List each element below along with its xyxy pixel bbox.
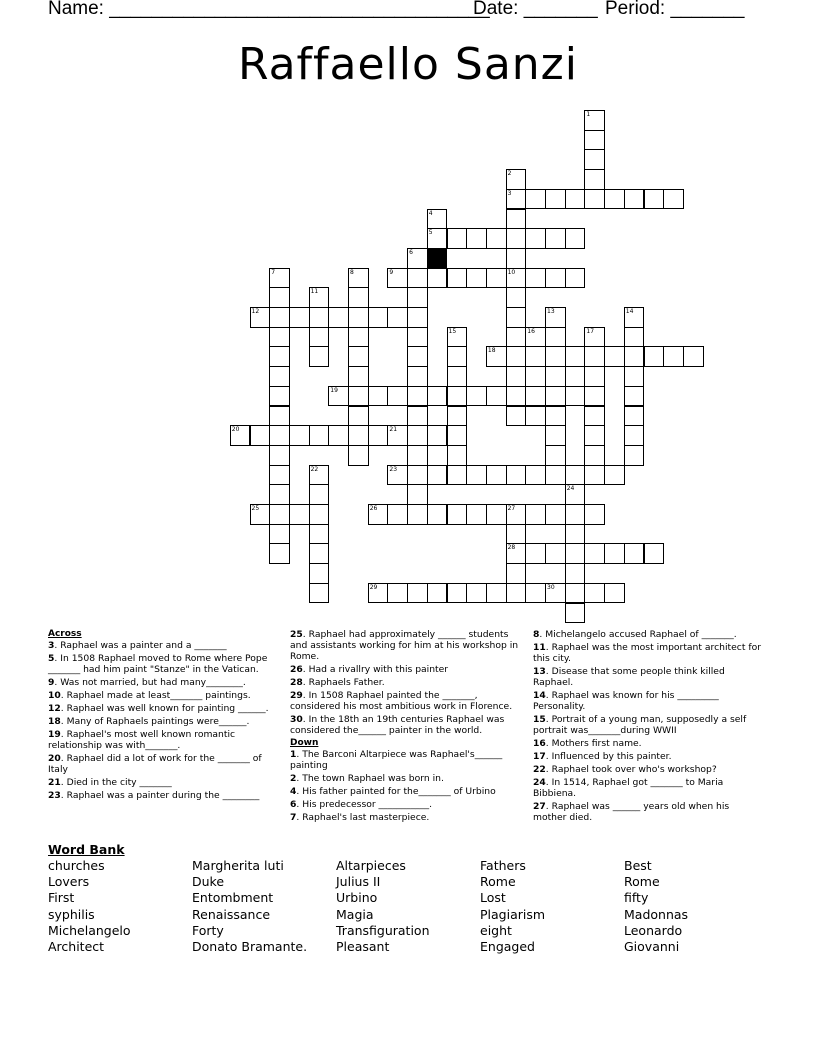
clue-number: 11 <box>310 288 319 296</box>
word-bank-word: Lovers <box>48 874 90 890</box>
grid-cell[interactable] <box>466 504 487 525</box>
clue-4-down: 4. His father painted for the_______ of Urbino <box>290 786 496 797</box>
grid-cell[interactable] <box>368 307 389 328</box>
grid-cell[interactable] <box>328 307 349 328</box>
word-bank-column <box>336 858 430 955</box>
word-bank-word: eight <box>480 922 512 938</box>
grid-cell[interactable] <box>604 583 625 604</box>
word-bank-word: Duke <box>192 874 225 890</box>
clue-8-down: 8. Michelangelo accused Raphael of _______. <box>533 629 737 640</box>
word-bank-word: Altarpieces <box>336 858 406 873</box>
word-bank-word: fifty <box>624 890 649 906</box>
clue-24-down: 24. In 1514, Raphael got _______ to Maria Bibbiena. <box>533 777 724 799</box>
clue-11-down: 11. Raphael was the most important architect for this city. <box>533 642 761 664</box>
grid-cell[interactable] <box>309 346 330 367</box>
grid-cell[interactable] <box>407 307 428 328</box>
grid-cell[interactable] <box>447 346 468 367</box>
grid-cell[interactable] <box>506 366 527 387</box>
down-heading: Down <box>290 738 319 748</box>
grid-cell[interactable] <box>545 543 566 564</box>
word-bank-word: Margherita luti <box>192 858 284 873</box>
grid-cell[interactable] <box>486 228 507 249</box>
word-bank-column <box>48 858 131 955</box>
grid-cell[interactable] <box>407 406 428 427</box>
grid-cell[interactable] <box>250 425 271 446</box>
grid-cell[interactable] <box>584 504 605 525</box>
clue-number: 25 <box>251 505 260 512</box>
grid-cell[interactable] <box>525 543 546 564</box>
grid-cell[interactable] <box>269 366 290 387</box>
clue-number: 1 <box>586 111 591 118</box>
grid-cell[interactable] <box>584 130 605 151</box>
across-heading: Across <box>48 629 82 639</box>
word-bank-word: Madonnas <box>624 906 689 922</box>
grid-cell[interactable] <box>565 465 586 486</box>
clue-number: 17 <box>586 327 595 335</box>
clue-2-down: 2. The town Raphael was born in. <box>290 773 444 784</box>
grid-cell[interactable] <box>584 406 605 427</box>
grid-cell[interactable] <box>269 287 290 308</box>
grid-cell[interactable] <box>565 386 586 407</box>
clue-10-across: 10. Raphael made at least_______ paintings. <box>48 690 251 701</box>
word-bank-word: Julius II <box>336 874 381 890</box>
grid-cell[interactable] <box>486 504 507 525</box>
grid-cell[interactable] <box>309 543 330 564</box>
grid-block <box>427 248 448 269</box>
clue-number: 4 <box>428 209 433 217</box>
word-bank-word: Magia <box>336 906 374 922</box>
grid-cell[interactable] <box>525 504 546 525</box>
clue-number: 7 <box>271 268 276 276</box>
clue-18-across: 18. Many of Raphaels paintings were______. <box>48 716 250 727</box>
grid-cell[interactable] <box>407 425 428 446</box>
grid-cell[interactable] <box>309 327 330 348</box>
date-field[interactable]: Date: _______ <box>473 0 598 19</box>
grid-cell[interactable] <box>269 484 290 505</box>
grid-cell[interactable] <box>584 386 605 407</box>
word-bank-word: Best <box>624 858 652 873</box>
grid-cell[interactable] <box>269 543 290 564</box>
grid-cell[interactable] <box>309 524 330 545</box>
grid-cell[interactable] <box>506 524 527 545</box>
grid-cell[interactable] <box>368 425 389 446</box>
grid-cell[interactable] <box>348 425 369 446</box>
grid-cell[interactable] <box>486 465 507 486</box>
grid-cell[interactable] <box>584 583 605 604</box>
grid-cell[interactable] <box>427 386 448 407</box>
clue-26-across: 26. Had a rivallry with this painter <box>290 664 449 675</box>
word-bank-word: Renaissance <box>192 906 271 922</box>
grid-cell[interactable] <box>348 366 369 387</box>
grid-cell[interactable] <box>269 504 290 525</box>
grid-cell[interactable] <box>486 268 507 289</box>
grid-cell[interactable] <box>427 465 448 486</box>
grid-cell[interactable] <box>427 504 448 525</box>
word-bank-word: Rome <box>480 874 516 890</box>
grid-cell[interactable] <box>447 228 468 249</box>
grid-cell[interactable] <box>506 209 527 230</box>
grid-cell[interactable] <box>486 583 507 604</box>
grid-cell[interactable] <box>269 524 290 545</box>
grid-cell[interactable] <box>545 268 566 289</box>
clue-6-down: 6. His predecessor ___________. <box>290 799 433 810</box>
clue-30-across: 30. In the 18th an 19th centuries Raphael was considered the______ painter in the world. <box>290 714 505 736</box>
word-bank-word: churches <box>48 858 105 873</box>
grid-cell[interactable] <box>525 406 546 427</box>
grid-cell[interactable] <box>525 366 546 387</box>
grid-cell[interactable] <box>269 307 290 328</box>
clue-number: 16 <box>527 327 535 335</box>
grid-cell[interactable] <box>584 543 605 564</box>
clue-number: 6 <box>409 248 413 256</box>
grid-cell[interactable] <box>644 543 665 564</box>
clue-number: 27 <box>507 505 516 512</box>
grid-cell[interactable] <box>545 228 566 249</box>
grid-cell[interactable] <box>447 268 468 289</box>
grid-cell[interactable] <box>269 346 290 367</box>
grid-cell[interactable] <box>387 583 408 604</box>
grid-cell[interactable] <box>269 425 290 446</box>
grid-cell[interactable] <box>348 287 369 308</box>
grid-cell[interactable] <box>348 386 369 407</box>
word-bank-word: Donato Bramante. <box>192 939 308 955</box>
grid-cell[interactable] <box>447 425 468 446</box>
grid-cell[interactable] <box>584 465 605 486</box>
grid-cell[interactable] <box>584 149 605 170</box>
grid-cell[interactable] <box>525 228 546 249</box>
grid-cell[interactable] <box>604 543 625 564</box>
period-field[interactable]: Period: _______ <box>605 0 745 19</box>
clue-29-across: 29. In 1508 Raphael painted the _______, considered his most ambitious work in Florence. <box>290 690 513 712</box>
clue-number: 9 <box>389 268 394 276</box>
clue-number: 28 <box>507 544 516 552</box>
grid-cell[interactable] <box>309 425 330 446</box>
grid-cell[interactable] <box>584 169 605 190</box>
grid-cell[interactable] <box>348 346 369 367</box>
clue-12-across: 12. Raphael was well known for painting ______. <box>48 703 269 714</box>
clue-13-down: 13. Disease that some people think killed Raphael. <box>533 666 725 688</box>
page-title: Raffaello Sanzi <box>237 39 579 90</box>
grid-cell[interactable] <box>348 327 369 348</box>
grid-cell[interactable] <box>565 524 586 545</box>
grid-cell[interactable] <box>624 406 645 427</box>
grid-cell[interactable] <box>269 327 290 348</box>
clue-number: 19 <box>330 386 338 394</box>
grid-cell[interactable] <box>565 189 586 210</box>
grid-cell[interactable] <box>447 366 468 387</box>
grid-cell[interactable] <box>584 189 605 210</box>
grid-cell[interactable] <box>565 346 586 367</box>
grid-cell[interactable] <box>407 484 428 505</box>
grid-cell[interactable] <box>269 386 290 407</box>
grid-cell[interactable] <box>565 583 586 604</box>
clue-9-across: 9. Was not married, but had many________. <box>48 677 246 688</box>
grid-cell[interactable] <box>506 248 527 269</box>
word-bank-word: Plagiarism <box>480 906 546 922</box>
grid-cell[interactable] <box>427 268 448 289</box>
clue-number: 18 <box>487 347 496 355</box>
word-bank-column <box>480 858 545 955</box>
clue-20-across: 20. Raphael did a lot of work for the _______ of Italy <box>48 753 262 775</box>
word-bank-word: Pleasant <box>336 939 390 955</box>
grid-cell[interactable] <box>506 287 527 308</box>
word-bank-word: Forty <box>192 922 224 938</box>
clue-number: 21 <box>389 426 398 434</box>
grid-cell[interactable] <box>407 504 428 525</box>
grid-cell[interactable] <box>604 189 625 210</box>
grid-cell[interactable] <box>348 406 369 427</box>
clue-number: 8 <box>350 268 354 276</box>
grid-cell[interactable] <box>387 386 408 407</box>
word-bank-word: Engaged <box>480 939 535 955</box>
grid-cell[interactable] <box>466 465 487 486</box>
word-bank-word: Fathers <box>480 858 526 873</box>
grid-cell[interactable] <box>624 445 645 466</box>
grid-cell[interactable] <box>565 268 586 289</box>
word-bank-word: Architect <box>48 939 105 955</box>
grid-cell[interactable] <box>624 543 645 564</box>
grid-cell[interactable] <box>309 504 330 525</box>
grid-cell[interactable] <box>525 189 546 210</box>
grid-cell[interactable] <box>506 327 527 348</box>
word-bank-word: Entombment <box>192 890 274 906</box>
grid-cell[interactable] <box>663 346 684 367</box>
grid-cell[interactable] <box>565 603 586 624</box>
clue-19-across: 19. Raphael's most well known romantic relationship was with_______. <box>48 729 236 751</box>
grid-cell[interactable] <box>506 583 527 604</box>
grid-cell[interactable] <box>466 228 487 249</box>
grid-cell[interactable] <box>584 346 605 367</box>
word-bank-word: Transfiguration <box>336 922 430 938</box>
grid-cell[interactable] <box>407 287 428 308</box>
grid-cell[interactable] <box>525 465 546 486</box>
clue-number: 3 <box>507 189 512 197</box>
grid-cell[interactable] <box>604 346 625 367</box>
clue-21-across: 21. Died in the city _______ <box>48 777 172 788</box>
clue-3-across: 3. Raphael was a painter and a _______ <box>48 640 227 651</box>
grid-cell[interactable] <box>309 484 330 505</box>
grid-cell[interactable] <box>624 346 645 367</box>
grid-cell[interactable] <box>545 189 566 210</box>
grid-cell[interactable] <box>644 189 665 210</box>
grid-cell[interactable] <box>545 406 566 427</box>
clue-number: 13 <box>547 308 555 315</box>
grid-cell[interactable] <box>407 465 428 486</box>
clue-5-across: 5. In 1508 Raphael moved to Rome where Pope _______ had him paint "Stanze" in the Vatican. <box>48 653 268 675</box>
grid-cell[interactable] <box>525 386 546 407</box>
grid-cell[interactable] <box>387 504 408 525</box>
clue-23-across: 23. Raphael was a painter during the ________ <box>48 790 260 801</box>
clue-number: 5 <box>428 229 433 237</box>
grid-cell[interactable] <box>309 563 330 584</box>
grid-cell[interactable] <box>466 583 487 604</box>
grid-cell[interactable] <box>387 307 408 328</box>
grid-cell[interactable] <box>525 583 546 604</box>
clue-1-down: 1. The Barconi Altarpiece was Raphael's______ painting <box>290 749 503 771</box>
clue-number: 26 <box>369 505 378 512</box>
clue-number: 22 <box>310 465 319 473</box>
grid-cell[interactable] <box>624 366 645 387</box>
clues-column-1 <box>48 629 280 803</box>
word-bank-word: Lost <box>480 890 506 906</box>
word-bank-word: Michelangelo <box>48 922 131 938</box>
grid-cell[interactable] <box>565 228 586 249</box>
grid-cell[interactable] <box>525 346 546 367</box>
grid-cell[interactable] <box>486 386 507 407</box>
grid-cell[interactable] <box>407 386 428 407</box>
grid-cell[interactable] <box>525 268 546 289</box>
clue-17-down: 17. Influenced by this painter. <box>533 751 672 762</box>
clue-number: 30 <box>547 583 555 591</box>
grid-cell[interactable] <box>584 445 605 466</box>
grid-cell[interactable] <box>427 583 448 604</box>
clue-15-down: 15. Portrait of a young man, supposedly a self portrait was_______during WWII <box>533 714 747 736</box>
grid-cell[interactable] <box>427 425 448 446</box>
clue-number: 10 <box>507 268 516 276</box>
grid-cell[interactable] <box>466 268 487 289</box>
grid-cell[interactable] <box>545 425 566 446</box>
grid-cell[interactable] <box>624 425 645 446</box>
grid-cell[interactable] <box>506 465 527 486</box>
grid-cell[interactable] <box>545 465 566 486</box>
grid-cell[interactable] <box>447 386 468 407</box>
grid-cell[interactable] <box>348 445 369 466</box>
grid-cell[interactable] <box>269 445 290 466</box>
grid-cell[interactable] <box>545 504 566 525</box>
grid-cell[interactable] <box>604 465 625 486</box>
clue-number: 12 <box>251 308 260 315</box>
word-bank-column <box>624 858 688 955</box>
name-field[interactable]: Name: ____________________________________ <box>48 0 490 19</box>
clue-number: 14 <box>625 308 634 315</box>
grid-cell[interactable] <box>545 445 566 466</box>
word-bank-word: Urbino <box>336 890 378 906</box>
clue-14-down: 14. Raphael was known for his _________ Personality. <box>533 690 719 712</box>
grid-cell[interactable] <box>368 386 389 407</box>
grid-cell[interactable] <box>506 386 527 407</box>
word-bank-column <box>192 858 307 955</box>
grid-cell[interactable] <box>506 228 527 249</box>
clue-25-across: 25. Raphael had approximately ______ students and assistants working for him at his workshop in Rome. <box>290 629 519 662</box>
clues-column-3 <box>533 629 765 825</box>
word-bank-word: syphilis <box>48 906 95 922</box>
grid-cell[interactable] <box>565 543 586 564</box>
grid-cell[interactable] <box>584 425 605 446</box>
grid-cell[interactable] <box>506 563 527 584</box>
clue-7-down: 7. Raphael's last masterpiece. <box>290 812 430 823</box>
clue-22-down: 22. Raphael took over who's workshop? <box>533 764 717 775</box>
grid-cell[interactable] <box>447 504 468 525</box>
grid-cell[interactable] <box>407 366 428 387</box>
grid-cell[interactable] <box>407 268 428 289</box>
grid-cell[interactable] <box>624 327 645 348</box>
grid-cell[interactable] <box>584 366 605 387</box>
clue-number: 15 <box>448 327 457 335</box>
clue-27-down: 27. Raphael was ______ years old when his mother died. <box>533 801 730 823</box>
grid-cell[interactable] <box>624 386 645 407</box>
grid-cell[interactable] <box>289 504 310 525</box>
clue-28-across: 28. Raphaels Father. <box>290 677 385 688</box>
grid-cell[interactable] <box>447 465 468 486</box>
clue-number: 23 <box>389 465 398 473</box>
clue-number: 2 <box>507 170 512 178</box>
word-bank-title: Word Bank <box>48 842 125 857</box>
clue-number: 24 <box>566 485 575 493</box>
grid-cell[interactable] <box>289 425 310 446</box>
word-bank-word: First <box>48 890 75 906</box>
clue-number: 20 <box>231 426 240 434</box>
clue-16-down: 16. Mothers first name. <box>533 738 642 749</box>
grid-cell[interactable] <box>506 406 527 427</box>
word-bank-word: Giovanni <box>624 939 680 955</box>
grid-cell[interactable] <box>328 425 349 446</box>
grid-cell[interactable] <box>407 327 428 348</box>
grid-cell[interactable] <box>447 406 468 427</box>
grid-cell[interactable] <box>624 189 645 210</box>
grid-cell[interactable] <box>309 307 330 328</box>
grid-cell[interactable] <box>407 583 428 604</box>
grid-cell[interactable] <box>348 307 369 328</box>
word-bank-word: Leonardo <box>624 922 683 938</box>
grid-cell[interactable] <box>407 346 428 367</box>
grid-cell[interactable] <box>269 406 290 427</box>
clues-column-2 <box>290 629 522 825</box>
grid-cell[interactable] <box>447 583 468 604</box>
grid-cell[interactable] <box>407 445 428 466</box>
grid-cell[interactable] <box>663 189 684 210</box>
grid-cell[interactable] <box>545 386 566 407</box>
grid-cell[interactable] <box>545 366 566 387</box>
grid-cell[interactable] <box>506 307 527 328</box>
grid-cell[interactable] <box>506 346 527 367</box>
grid-cell[interactable] <box>565 563 586 584</box>
grid-cell[interactable] <box>289 307 310 328</box>
grid-cell[interactable] <box>683 346 704 367</box>
grid-cell[interactable] <box>447 445 468 466</box>
grid-cell[interactable] <box>565 504 586 525</box>
grid-cell[interactable] <box>466 386 487 407</box>
clue-number: 29 <box>369 583 378 591</box>
word-bank-word: Rome <box>624 874 660 890</box>
grid-cell[interactable] <box>545 346 566 367</box>
grid-cell[interactable] <box>545 327 566 348</box>
grid-cell[interactable] <box>309 583 330 604</box>
grid-cell[interactable] <box>644 346 665 367</box>
grid-cell[interactable] <box>269 465 290 486</box>
